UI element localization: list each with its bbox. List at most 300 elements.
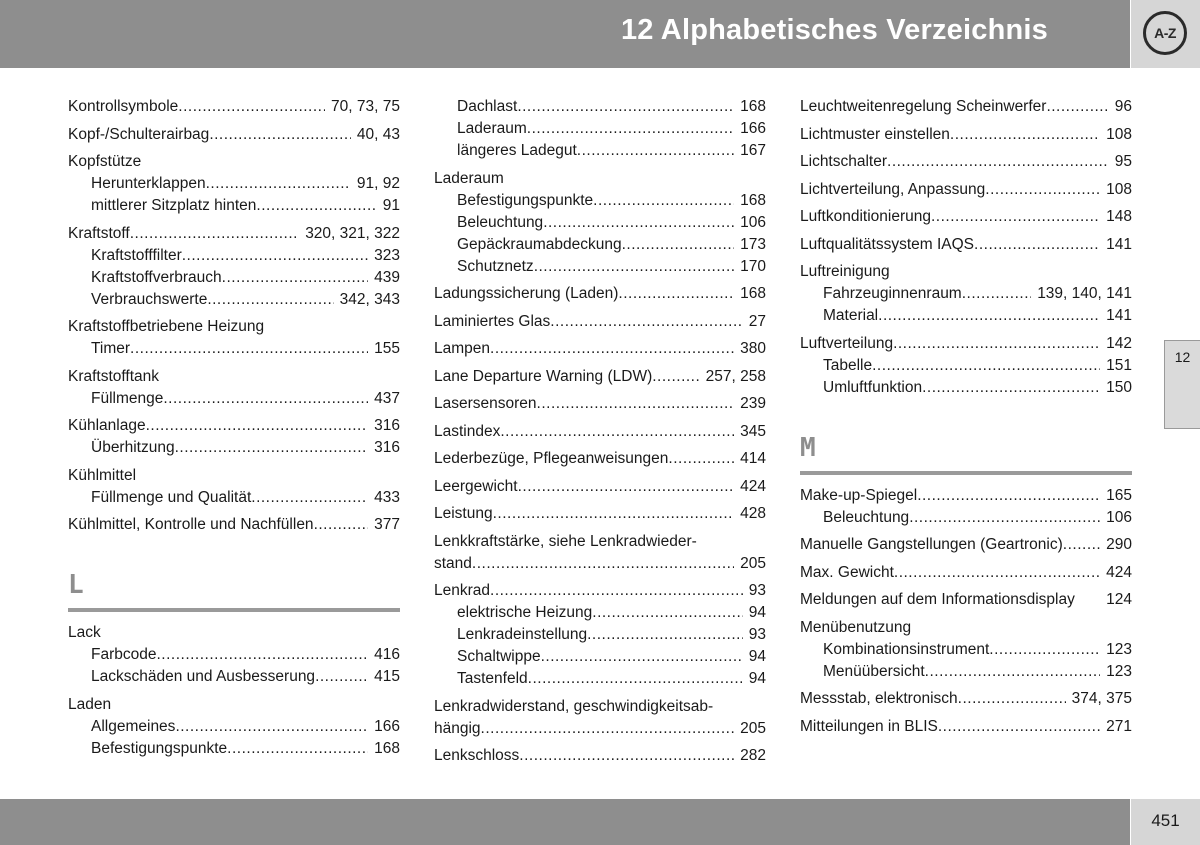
dot-leader: [206, 173, 351, 195]
page-reference[interactable]: 205: [740, 554, 766, 572]
index-term[interactable]: [434, 503, 766, 525]
dot-leader: [1063, 534, 1100, 556]
page-reference[interactable]: 106: [1106, 508, 1132, 526]
page-reference[interactable]: 424: [740, 477, 766, 495]
index-term: [68, 622, 400, 644]
page-reference[interactable]: 94: [748, 648, 766, 665]
index-subentry[interactable]: [68, 267, 400, 289]
index-entry: [68, 151, 400, 217]
index-term[interactable]: [800, 534, 1132, 556]
index-subentry[interactable]: [68, 666, 400, 688]
page-reference[interactable]: 91: [382, 197, 400, 214]
chapter-tab-label: 12: [1174, 349, 1191, 365]
entry-label: Material: [823, 307, 879, 324]
index-term[interactable]: [800, 124, 1132, 146]
dot-leader: [593, 190, 734, 212]
entry-label: Befestigungspunkte: [91, 739, 228, 757]
page-reference[interactable]: 205: [740, 719, 766, 737]
index-entry: [800, 562, 1132, 584]
index-term[interactable]: [68, 223, 400, 245]
dot-leader: [472, 553, 734, 575]
index-entry: [68, 514, 400, 536]
page-reference[interactable]: 433: [374, 488, 400, 506]
entry-label: Füllmenge und Qualität: [91, 488, 252, 506]
dot-leader: [130, 338, 368, 360]
dot-leader: [175, 716, 368, 738]
index-column-3: [800, 96, 1132, 743]
dot-leader: [652, 366, 699, 388]
index-entry: [800, 206, 1132, 228]
dot-leader: [958, 688, 1066, 710]
page-reference[interactable]: 173: [740, 235, 766, 253]
page-reference[interactable]: 437: [374, 389, 400, 407]
page-reference[interactable]: 139, 140, 141: [1037, 285, 1132, 302]
dot-leader: [543, 212, 734, 234]
entry-label: Manuelle Gangstellungen (Geartronic): [800, 536, 1063, 553]
entry-label: Schaltwippe: [457, 648, 541, 665]
page-reference[interactable]: 106: [740, 213, 766, 231]
entry-label: mittlerer Sitzplatz hinten: [91, 197, 257, 214]
dot-leader: [182, 245, 368, 267]
index-subentry[interactable]: [800, 639, 1132, 661]
page-reference[interactable]: 168: [374, 739, 400, 757]
index-entry: [800, 96, 1132, 118]
entry-label: Leergewicht: [434, 477, 518, 495]
index-term[interactable]: [68, 96, 400, 118]
entry-label: Make-up-Spiegel: [800, 486, 918, 504]
dot-leader: [974, 234, 1100, 256]
page-reference[interactable]: 342, 343: [339, 290, 400, 308]
section-heading: [800, 433, 1132, 475]
dot-leader: [500, 421, 734, 443]
section-letter: M: [800, 432, 816, 463]
page-reference[interactable]: 141: [1106, 235, 1132, 253]
entry-label: Fahrzeuginnenraum: [823, 285, 962, 302]
page-reference[interactable]: 239: [740, 395, 766, 412]
section-heading: [68, 570, 400, 612]
entry-label: Lichtverteilung, Anpassung: [800, 180, 986, 198]
index-entry: [800, 589, 1132, 611]
index-subentry[interactable]: [434, 668, 766, 690]
dot-leader: [227, 738, 368, 760]
entry-label: Messstab, elektronisch: [800, 690, 958, 707]
dot-leader: [925, 661, 1100, 683]
index-subentry[interactable]: [68, 738, 400, 760]
page-reference[interactable]: 257, 258: [705, 367, 766, 385]
entry-label: Überhitzung: [91, 439, 175, 456]
dot-leader: [922, 377, 1100, 399]
index-term[interactable]: [800, 206, 1132, 228]
dot-leader: [222, 267, 368, 289]
page-reference[interactable]: 155: [374, 340, 400, 357]
dot-leader: [534, 256, 734, 278]
index-entry: [434, 503, 766, 525]
index-entry: [434, 393, 766, 415]
entry-label: Lenkradwiderstand, geschwindigkeitsab-: [434, 697, 714, 715]
page-reference[interactable]: 271: [1106, 717, 1132, 735]
index-term[interactable]: [800, 589, 1132, 611]
index-subentry[interactable]: [68, 245, 400, 267]
page-reference[interactable]: 148: [1106, 208, 1132, 225]
dot-leader: [622, 234, 735, 256]
entry-label: längeres Ladegut: [457, 142, 577, 159]
index-entry: [434, 696, 766, 740]
index-term[interactable]: [434, 393, 766, 415]
index-term[interactable]: [800, 688, 1132, 710]
index-entry: [800, 234, 1132, 256]
index-subentry[interactable]: [434, 96, 766, 118]
page-reference[interactable]: 380: [740, 340, 766, 357]
entry-label: Kopf-/Schulterairbag: [68, 125, 210, 143]
entry-label: Lichtmuster einstellen: [800, 125, 950, 143]
entry-label: Timer: [91, 340, 131, 357]
page-reference[interactable]: 96: [1114, 98, 1132, 115]
index-entry: [434, 366, 766, 388]
section-divider: [68, 608, 400, 612]
index-term[interactable]: [434, 448, 766, 470]
index-entry: [800, 716, 1132, 738]
dot-leader: [989, 639, 1100, 661]
page-reference[interactable]: 290: [1106, 536, 1132, 553]
entry-label: Lampen: [434, 340, 491, 357]
index-entry: [434, 448, 766, 470]
index-subentry[interactable]: [800, 661, 1132, 683]
index-term[interactable]: [434, 338, 766, 360]
entry-label: Kraftstoff: [68, 224, 130, 242]
dot-leader: [517, 96, 734, 118]
index-subentry[interactable]: [68, 338, 400, 360]
index-term: [68, 366, 400, 388]
entry-label: Herunterklappen: [91, 175, 206, 192]
page-number-box: [1131, 799, 1200, 845]
chapter-side-tab[interactable]: [1164, 340, 1200, 429]
page-reference[interactable]: 95: [1114, 153, 1132, 170]
entry-label: elektrische Heizung: [457, 604, 593, 621]
index-term[interactable]: [800, 179, 1132, 201]
index-entry: [68, 96, 400, 118]
index-subentry[interactable]: [68, 716, 400, 738]
entry-label: Lastindex: [434, 422, 501, 440]
page-reference[interactable]: 167: [740, 142, 766, 159]
index-entry: [800, 151, 1132, 173]
index-subentry[interactable]: [434, 190, 766, 212]
dot-leader: [878, 305, 1100, 327]
index-entry: [434, 531, 766, 575]
entry-label: Tastenfeld: [457, 670, 528, 687]
page-reference[interactable]: 108: [1106, 125, 1132, 143]
index-entry: [434, 283, 766, 305]
page-reference[interactable]: 165: [1106, 486, 1132, 504]
index-entry: [68, 124, 400, 146]
entry-label: Füllmenge: [91, 389, 164, 407]
index-entry: [800, 124, 1132, 146]
page-reference[interactable]: 150: [1106, 378, 1132, 396]
index-entry: [434, 580, 766, 690]
dot-leader: [146, 415, 369, 437]
index-entry: [68, 622, 400, 688]
entry-label: Laden: [68, 695, 112, 713]
entry-label: Ladungssicherung (Laden): [434, 285, 619, 302]
dot-leader: [537, 393, 735, 415]
page-reference[interactable]: 320, 321, 322: [305, 224, 400, 242]
page-reference[interactable]: 168: [740, 191, 766, 209]
entry-label: Umluftfunktion: [823, 378, 923, 396]
page-reference[interactable]: 316: [374, 439, 400, 456]
index-term[interactable]: [800, 151, 1132, 173]
page-reference[interactable]: 94: [748, 604, 766, 621]
index-term[interactable]: [68, 514, 400, 536]
dot-leader: [668, 448, 734, 470]
page-reference[interactable]: 414: [740, 450, 766, 467]
index-entry: [800, 179, 1132, 201]
index-entry: [800, 261, 1132, 327]
index-entry: [800, 617, 1132, 683]
index-subentry[interactable]: [800, 377, 1132, 399]
index-term[interactable]: [434, 745, 766, 767]
page-reference[interactable]: 142: [1106, 334, 1132, 352]
section-divider: [800, 471, 1132, 475]
index-term[interactable]: [800, 485, 1132, 507]
page-reference[interactable]: 123: [1106, 662, 1132, 680]
entry-label: Kühlmittel: [68, 466, 137, 484]
index-entry: [800, 485, 1132, 529]
index-term: [800, 617, 1132, 639]
page-reference[interactable]: 323: [374, 246, 400, 264]
index-entry: [68, 316, 400, 360]
index-entry: [68, 415, 400, 459]
index-entry: [68, 465, 400, 509]
page-reference[interactable]: 40, 43: [356, 125, 400, 143]
index-entry: [434, 311, 766, 333]
entry-label: Lenkschloss: [434, 747, 520, 764]
page-reference[interactable]: 345: [740, 422, 766, 440]
index-subentry[interactable]: [434, 234, 766, 256]
dot-leader: [872, 355, 1100, 377]
index-entry: [68, 223, 400, 311]
dot-leader: [541, 646, 743, 668]
index-entry: [434, 338, 766, 360]
page-reference[interactable]: 93: [748, 582, 766, 599]
dot-leader: [518, 476, 735, 498]
entry-label: hängig: [434, 719, 481, 737]
entry-label: Tabelle: [823, 356, 873, 374]
dot-leader: [178, 96, 325, 118]
dot-leader: [550, 311, 742, 333]
index-subentry[interactable]: [434, 118, 766, 140]
page-reference[interactable]: 168: [740, 285, 766, 302]
index-term: [434, 696, 766, 718]
index-term: [434, 531, 766, 553]
entry-label: Laderaum: [457, 120, 527, 137]
index-term[interactable]: [800, 333, 1132, 355]
page-reference[interactable]: 170: [740, 257, 766, 275]
dot-leader: [887, 151, 1109, 173]
dot-leader: [528, 668, 743, 690]
page-reference[interactable]: 428: [740, 505, 766, 522]
dot-leader: [251, 487, 368, 509]
page-reference[interactable]: 141: [1106, 307, 1132, 324]
index-term: [68, 465, 400, 487]
dot-leader: [156, 644, 368, 666]
dot-leader: [950, 124, 1100, 146]
dot-leader: [163, 388, 368, 410]
page-reference[interactable]: 108: [1106, 180, 1132, 198]
page-reference[interactable]: 166: [374, 717, 400, 735]
index-subentry[interactable]: [434, 646, 766, 668]
entry-label: Lederbezüge, Pflegeanweisungen: [434, 450, 669, 467]
index-entry: [800, 333, 1132, 399]
index-badge: [1131, 0, 1200, 68]
index-subentry[interactable]: [800, 305, 1132, 327]
entry-label: Kontrollsymbole: [68, 98, 179, 115]
dot-leader: [917, 485, 1100, 507]
dot-leader: [130, 223, 299, 245]
page-reference[interactable]: 27: [748, 312, 766, 330]
page-reference[interactable]: 439: [374, 268, 400, 286]
entry-label: Beleuchtung: [457, 213, 544, 231]
entry-label: Dachlast: [457, 98, 518, 115]
page-reference[interactable]: 70, 73, 75: [331, 98, 400, 115]
index-term[interactable]: [434, 421, 766, 443]
page-reference[interactable]: 166: [740, 120, 766, 137]
dot-leader: [315, 666, 368, 688]
index-term[interactable]: [434, 718, 766, 740]
dot-leader: [490, 338, 734, 360]
index-term[interactable]: [800, 716, 1132, 738]
index-subentry[interactable]: [800, 283, 1132, 305]
dot-leader: [1046, 96, 1108, 118]
index-subentry[interactable]: [434, 140, 766, 162]
entry-label: Max. Gewicht: [800, 563, 894, 581]
index-subentry[interactable]: [68, 437, 400, 459]
entry-label: Mitteilungen in BLIS: [800, 717, 938, 735]
dot-leader: [909, 507, 1100, 529]
entry-label: Kühlmittel, Kontrolle und Nachfüllen: [68, 516, 314, 533]
index-term[interactable]: [434, 580, 766, 602]
page-reference[interactable]: 91, 92: [356, 175, 400, 192]
index-subentry[interactable]: [68, 388, 400, 410]
index-column-2: [434, 96, 766, 773]
dot-leader: [209, 124, 351, 146]
page-reference[interactable]: 416: [374, 646, 400, 663]
index-entry: [434, 96, 766, 162]
index-subentry[interactable]: [434, 624, 766, 646]
index-term: [68, 316, 400, 338]
entry-label: Laderaum: [434, 169, 504, 187]
entry-label: Lack: [68, 624, 101, 641]
entry-label: Befestigungspunkte: [457, 191, 594, 209]
entry-label: Kühlanlage: [68, 417, 146, 434]
entry-label: Luftkonditionierung: [800, 208, 931, 225]
page-footer: [0, 799, 1130, 845]
dot-leader: [893, 333, 1100, 355]
page-reference[interactable]: 374, 375: [1071, 690, 1132, 707]
index-subentry[interactable]: [68, 173, 400, 195]
a-z-icon: A-Z: [1143, 11, 1187, 55]
entry-label: Leuchtweitenregelung Scheinwerfer: [800, 98, 1047, 115]
entry-label: Kraftstoffverbrauch: [91, 268, 222, 286]
index-subentry[interactable]: [434, 212, 766, 234]
index-term[interactable]: [800, 234, 1132, 256]
index-entry: [434, 421, 766, 443]
index-term[interactable]: [800, 96, 1132, 118]
index-term[interactable]: [434, 476, 766, 498]
page-reference[interactable]: 282: [740, 747, 766, 764]
section-letter: L: [68, 570, 84, 600]
page-header: [0, 0, 1130, 68]
dot-leader: [618, 283, 734, 305]
index-column-1: [68, 96, 400, 765]
entry-label: Schutznetz: [457, 257, 534, 275]
dot-leader: [256, 195, 376, 217]
page-reference[interactable]: 316: [374, 417, 400, 434]
page-reference[interactable]: 151: [1106, 356, 1132, 374]
index-entry: [68, 366, 400, 410]
dot-leader: [985, 179, 1100, 201]
page-reference[interactable]: 124: [1106, 591, 1132, 608]
entry-label: Lichtschalter: [800, 153, 888, 170]
page-reference[interactable]: 377: [374, 516, 400, 533]
entry-label: Lane Departure Warning (LDW): [434, 367, 653, 385]
index-subentry[interactable]: [434, 602, 766, 624]
index-subentry[interactable]: [68, 195, 400, 217]
entry-label: stand: [434, 554, 472, 572]
entry-label: Kopfstütze: [68, 153, 142, 170]
dot-leader: [962, 283, 1031, 305]
index-term[interactable]: [68, 124, 400, 146]
page-reference[interactable]: 415: [374, 668, 400, 685]
dot-leader: [894, 562, 1100, 584]
entry-label: Kraftstofftank: [68, 367, 160, 385]
index-entry: [434, 745, 766, 767]
dot-leader: [592, 602, 742, 624]
index-term: [800, 261, 1132, 283]
dot-leader: [175, 437, 369, 459]
index-term[interactable]: [434, 366, 766, 388]
entry-label: Lenkrad: [434, 582, 491, 599]
index-term[interactable]: [434, 283, 766, 305]
entry-label: Luftreinigung: [800, 263, 890, 280]
entry-label: Menübenutzung: [800, 618, 912, 636]
index-subentry[interactable]: [800, 355, 1132, 377]
page-reference[interactable]: 168: [740, 98, 766, 115]
dot-leader: [493, 503, 735, 525]
page-number: 451: [1151, 811, 1180, 830]
index-subentry[interactable]: [68, 289, 400, 311]
index-subentry[interactable]: [434, 256, 766, 278]
dot-leader: [314, 514, 369, 536]
entry-label: Kraftstofffilter: [91, 246, 182, 264]
index-term[interactable]: [68, 415, 400, 437]
index-entry: [434, 476, 766, 498]
entry-label: Laminiertes Glas: [434, 312, 551, 330]
chapter-title: 12 Alphabetisches Verzeichnis: [620, 14, 1048, 46]
index-subentry[interactable]: [800, 507, 1132, 529]
page-reference[interactable]: 93: [748, 626, 766, 643]
index-subentry[interactable]: [68, 644, 400, 666]
index-term[interactable]: [800, 562, 1132, 584]
entry-label: Leistung: [434, 505, 493, 522]
entry-label: Kombinationsinstrument: [823, 640, 990, 658]
index-subentry[interactable]: [68, 487, 400, 509]
page-reference[interactable]: 123: [1106, 640, 1132, 658]
index-term: [68, 151, 400, 173]
index-term[interactable]: [434, 553, 766, 575]
entry-label: Meldungen auf dem Informationsdisplay: [800, 591, 1075, 608]
page-reference[interactable]: 424: [1106, 563, 1132, 581]
index-term[interactable]: [434, 311, 766, 333]
page-reference[interactable]: 94: [748, 670, 766, 687]
